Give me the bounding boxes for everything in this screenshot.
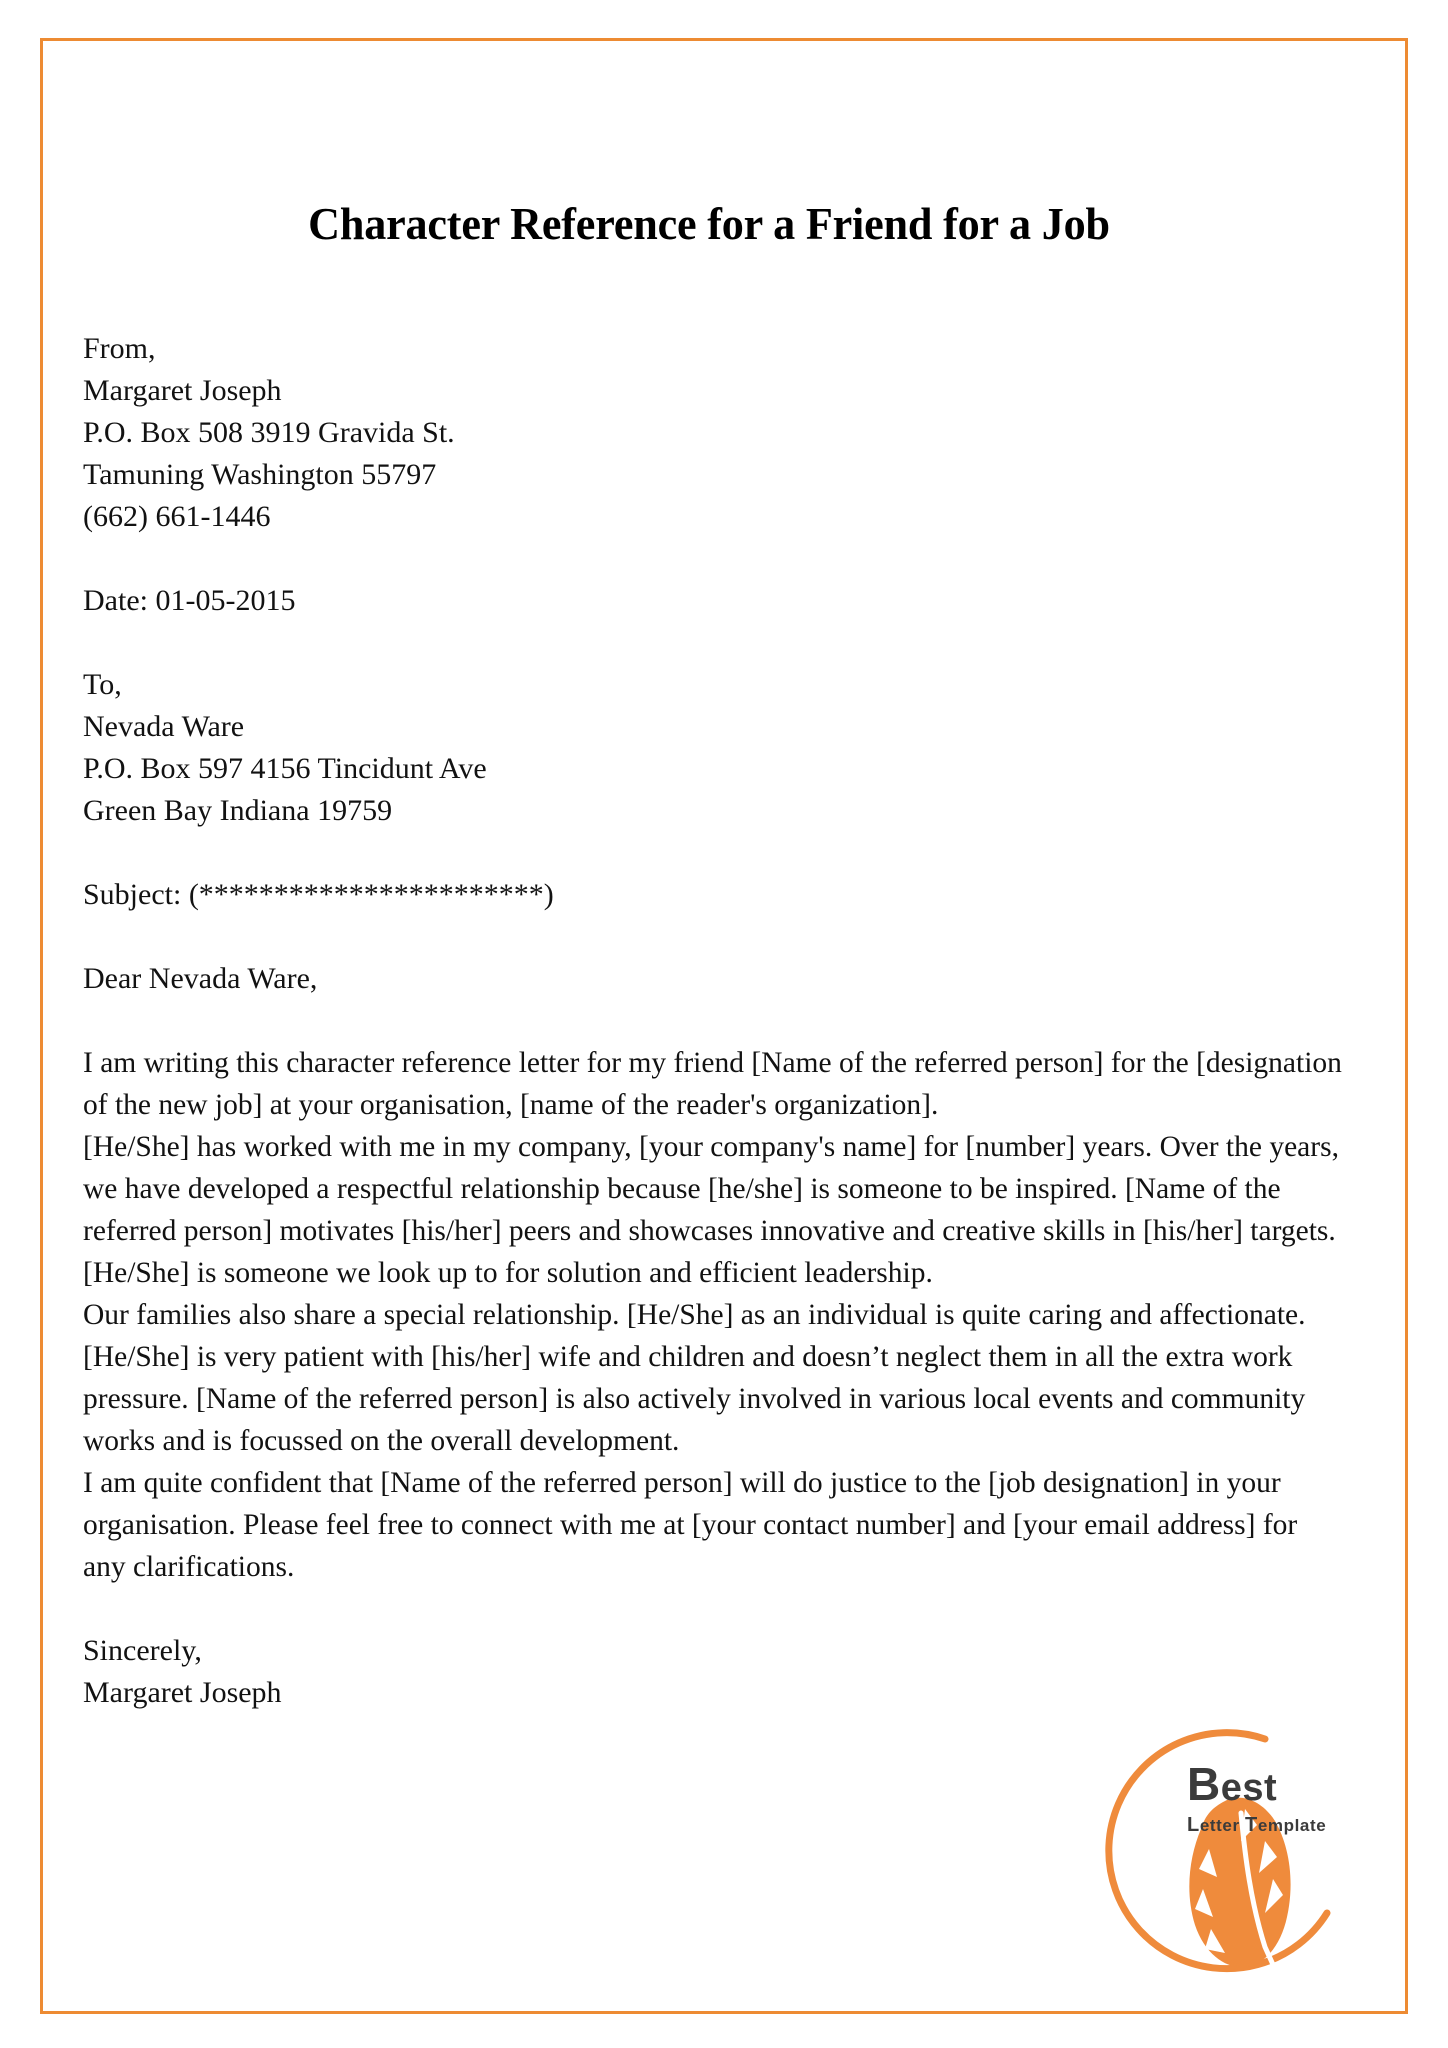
closing-block	[65, 1630, 1353, 1714]
page-title: Character Reference for a Friend for a Job	[308, 198, 1110, 249]
from-address-line-1: P.O. Box 508 3919 Gravida St.	[83, 415, 455, 449]
from-label: From,	[83, 331, 156, 365]
signer-name: Margaret Joseph	[83, 1675, 282, 1709]
date-line: Date: 01-05-2015	[83, 583, 296, 617]
salutation-block	[65, 958, 1353, 1000]
to-address-line-2: Green Bay Indiana 19759	[83, 793, 393, 827]
brand-logo	[1069, 1717, 1369, 1985]
body-paragraph-1: I am writing this character reference letter for my friend [Name of the referred person] for the [designation of the new job] at your organisation, [name of the reader's organization].	[83, 1046, 1342, 1121]
logo-tagline-rest-2: emplate	[1257, 1816, 1327, 1835]
subject-block	[65, 874, 1353, 916]
body-paragraph-2: [He/She] has worked with me in my company, [your company's name] for [number] years. Over the years, we have developed a respectful relationship because [he/she] is someone to be inspired. [Name of the referred person] motivates [his/her] peers and showcases innovative and creative skills in [his/her] targets. [He/She] is someone we look up to for solution and efficient leadership.	[83, 1130, 1339, 1289]
from-phone: (662) 661-1446	[83, 499, 271, 533]
letter-body	[65, 1042, 1353, 1588]
subject-line: Subject: (***********************)	[83, 877, 554, 911]
logo-brand-rest: est	[1220, 1767, 1278, 1809]
from-address-line-2: Tamuning Washington 55797	[83, 457, 437, 491]
body-paragraph-3: Our families also share a special relationship. [He/She] as an individual is quite caring and affectionate. [He/She] is very patient with [his/her] wife and children and doesn’t neglect them in all the extra work pressure. [Name of the referred person] is also actively involved in various local events and community works and is focussed on the overall development.	[83, 1298, 1306, 1457]
logo-tagline	[1187, 1815, 1363, 1835]
letter-content	[43, 41, 1405, 2011]
logo-brand-initial: B	[1187, 1758, 1221, 1810]
logo-tagline-initial-2: T	[1245, 1814, 1258, 1836]
from-name: Margaret Joseph	[83, 373, 282, 407]
to-address-block	[65, 664, 1353, 832]
to-label: To,	[83, 667, 122, 701]
logo-brand-name	[1187, 1758, 1363, 1810]
body-paragraph-4: I am quite confident that [Name of the referred person] will do justice to the [job designation] in your organisation. Please feel free to connect with me at [your contact number] and [your email address] for any clarifications.	[83, 1466, 1298, 1583]
from-address-block	[65, 328, 1353, 538]
letter-sheet	[40, 38, 1408, 2014]
sign-off: Sincerely,	[83, 1633, 202, 1667]
logo-tagline-initial-1: L	[1187, 1814, 1200, 1836]
logo-wordmark	[1187, 1758, 1363, 1836]
to-address-line-1: P.O. Box 597 4156 Tincidunt Ave	[83, 751, 487, 785]
date-block	[65, 580, 1353, 622]
salutation: Dear Nevada Ware,	[83, 961, 318, 995]
logo-tagline-rest-1: etter	[1199, 1816, 1240, 1835]
to-name: Nevada Ware	[83, 709, 245, 743]
